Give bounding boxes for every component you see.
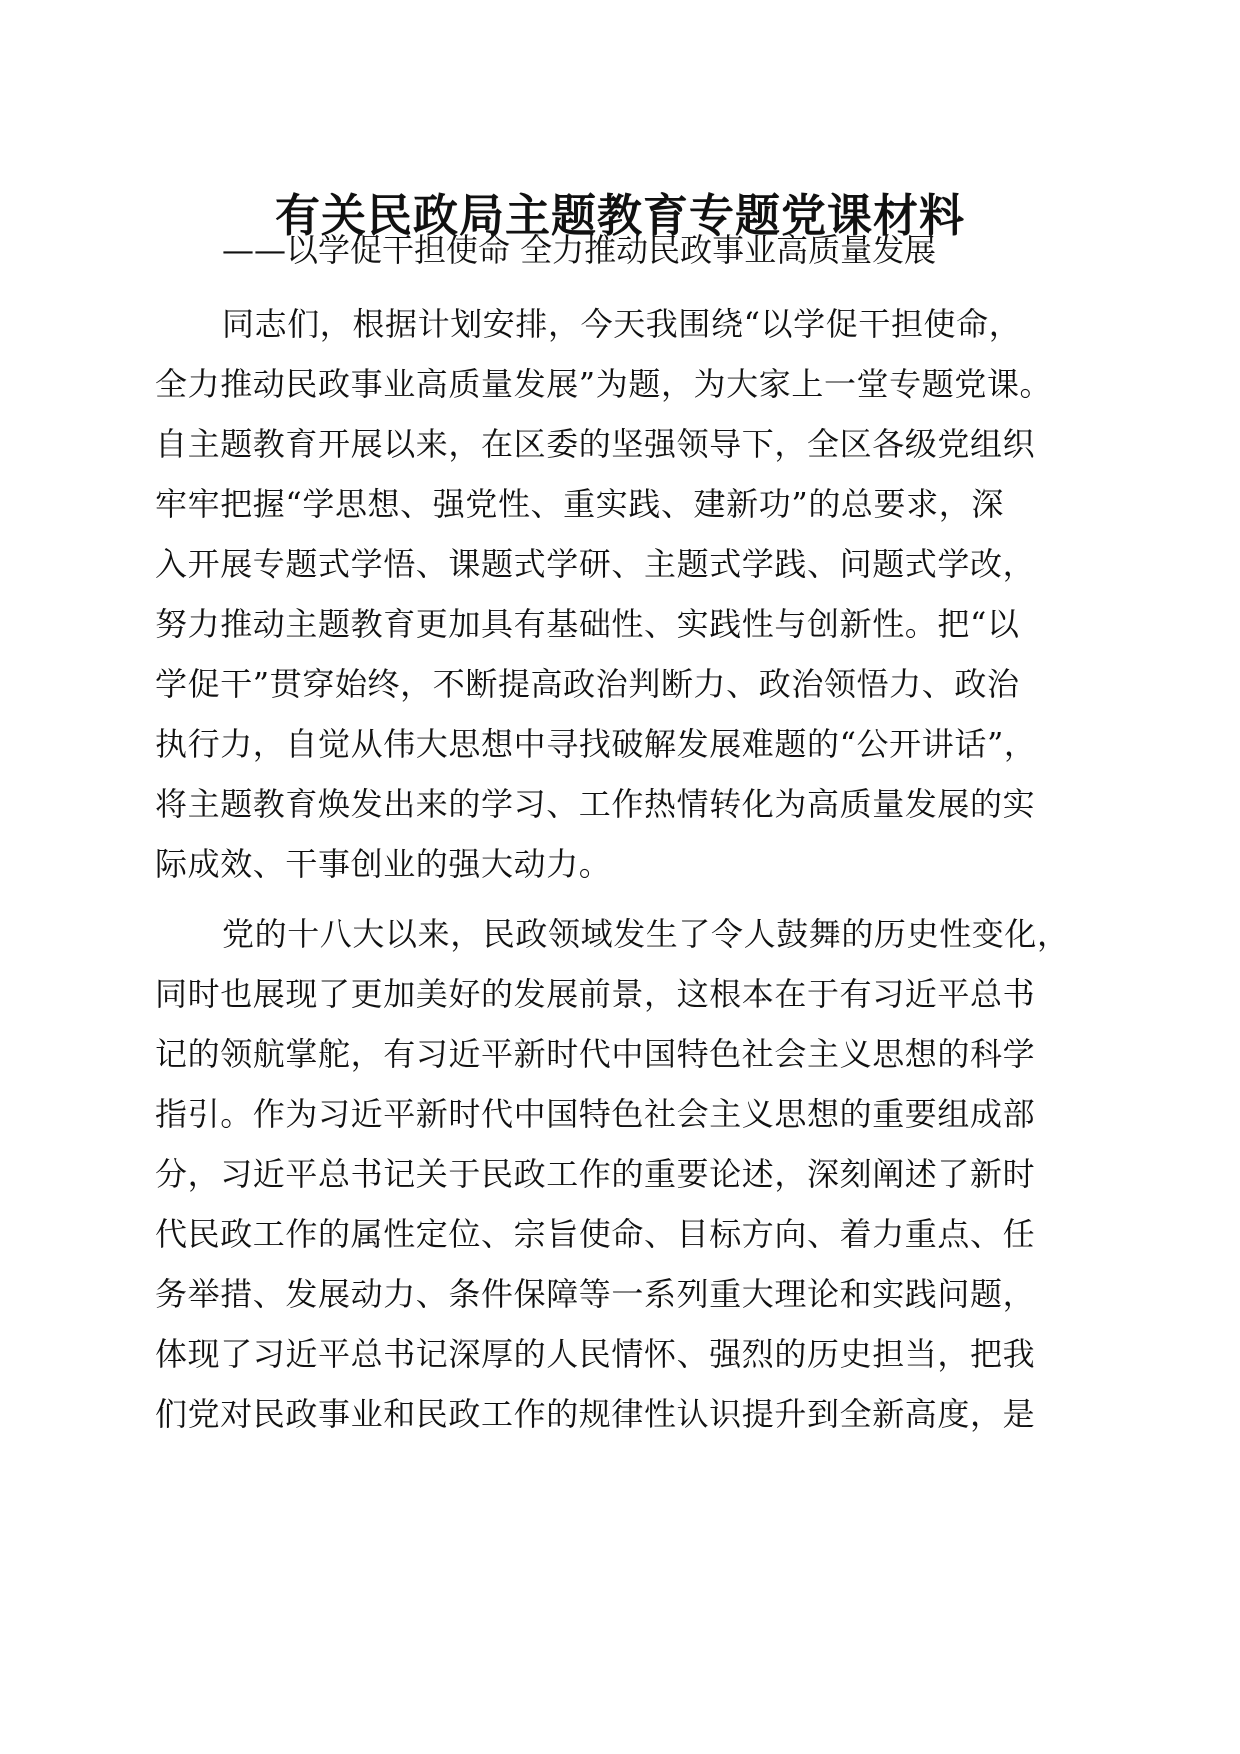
paragraph-line: 自主题教育开展以来，在区委的坚强领导下，全区各级党组织 (155, 425, 1036, 463)
paragraph-line: 代民政工作的属性定位、宗旨使命、目标方向、着力重点、任 (155, 1215, 1036, 1253)
paragraph-line: 同志们，根据计划安排，今天我围绕“以学促干担使命， (222, 305, 1022, 343)
paragraph-line: 努力推动主题教育更加具有基础性、实践性与创新性。把“以 (155, 605, 1020, 643)
document-subtitle: ——以学促干担使命 全力推动民政事业高质量发展 (222, 231, 937, 269)
paragraph-line: 务举措、发展动力、条件保障等一系列重大理论和实践问题， (155, 1275, 1036, 1313)
paragraph-line: 全力推动民政事业高质量发展”为题，为大家上一堂专题党课。 (155, 365, 1053, 403)
paragraph-line: 牢牢把握“学思想、强党性、重实践、建新功”的总要求，深 (155, 485, 1004, 523)
paragraph-line: 同时也展现了更加美好的发展前景，这根本在于有习近平总书 (155, 975, 1036, 1013)
paragraph-line: 将主题教育焕发出来的学习、工作热情转化为高质量发展的实 (155, 785, 1036, 823)
paragraph-line: 党的十八大以来，民政领域发生了令人鼓舞的历史性变化， (222, 915, 1070, 953)
document-title: 有关民政局主题教育专题党课材料 (274, 189, 965, 242)
paragraph-line: 学促干”贯穿始终，不断提高政治判断力、政治领悟力、政治 (155, 665, 1020, 703)
paragraph-line: 执行力，自觉从伟大思想中寻找破解发展难题的“公开讲话”， (155, 725, 1037, 763)
paragraph-line: 记的领航掌舵，有习近平新时代中国特色社会主义思想的科学 (155, 1035, 1036, 1073)
paragraph-line: 分，习近平总书记关于民政工作的重要论述，深刻阐述了新时 (155, 1155, 1036, 1193)
paragraph-line: 指引。作为习近平新时代中国特色社会主义思想的重要组成部 (155, 1095, 1036, 1133)
paragraph-line: 入开展专题式学悟、课题式学研、主题式学践、问题式学改， (155, 545, 1036, 583)
paragraph-line: 际成效、干事创业的强大动力。 (155, 845, 612, 883)
paragraph-line: 体现了习近平总书记深厚的人民情怀、强烈的历史担当，把我 (155, 1335, 1036, 1373)
paragraph-line: 们党对民政事业和民政工作的规律性认识提升到全新高度，是 (155, 1395, 1036, 1433)
